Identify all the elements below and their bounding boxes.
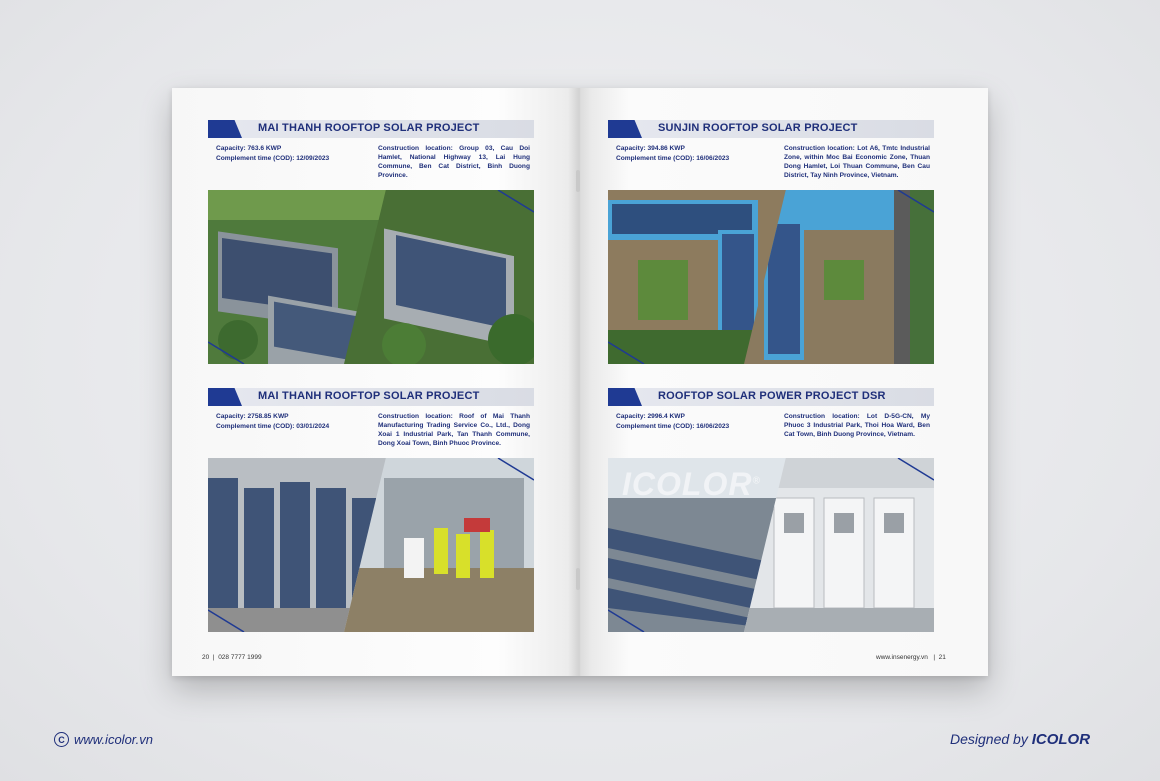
project-location: Construction location: Group 03, Cau Doi Hamlet, National Highway 13, Lai Hung Commune, Ben Cat District, Binh Duong Province.: [378, 145, 530, 179]
footer-separator: |: [933, 654, 936, 661]
project-capacity: Capacity: 394.86 KWP: [616, 145, 685, 152]
brand-name: ICOLOR: [1031, 731, 1091, 748]
project-cod: Complement time (COD): 16/06/2023: [616, 423, 730, 430]
corner-decoration: [494, 190, 534, 216]
project-card-4: [608, 388, 934, 502]
designed-by: [950, 731, 1090, 748]
project-location: Construction location: Lot D-5G-CN, My Phuoc 3 Industrial Park, Thoi Hoa Ward, Ben Cat Town, Binh Duong Province, Vietnam.: [784, 413, 930, 438]
project-title: MAI THANH ROOFTOP SOLAR PROJECT: [258, 390, 480, 402]
project-photo: [208, 190, 534, 364]
project-title-bar: [208, 120, 534, 138]
designed-by-text: Designed by: [950, 731, 1028, 747]
watermark-text: ICOLOR: [622, 466, 753, 502]
footer-website: www.insenergy.vn: [876, 654, 928, 661]
left-page-footer: [202, 654, 262, 661]
page-number: 21: [938, 654, 946, 661]
brochure-spread: [172, 88, 988, 676]
title-flag: [608, 120, 642, 138]
page-number: 20: [202, 654, 210, 661]
title-flag: [608, 388, 642, 406]
footer-separator: |: [212, 654, 215, 661]
footer-phone: 028 7777 1999: [218, 654, 262, 661]
project-capacity: Capacity: 2996.4 KWP: [616, 413, 685, 420]
project-cod: Complement time (COD): 03/01/2024: [216, 423, 330, 430]
staple: [576, 170, 580, 192]
project-title-bar: [608, 120, 934, 138]
right-page-footer: [876, 654, 946, 661]
project-specs: [616, 412, 729, 432]
project-info: [608, 412, 934, 456]
project-title: SUNJIN ROOFTOP SOLAR PROJECT: [658, 122, 858, 134]
project-photo: [608, 190, 934, 364]
watermark-mark: ®: [752, 475, 761, 487]
corner-decoration: [494, 458, 534, 484]
project-photo: [208, 458, 534, 632]
corner-decoration: [208, 338, 248, 364]
copyright-icon: C: [54, 732, 69, 747]
project-title: ROOFTOP SOLAR POWER PROJECT DSR: [658, 390, 886, 402]
project-cod: Complement time (COD): 16/06/2023: [616, 155, 730, 162]
project-title-bar: [608, 388, 934, 406]
website-text: www.icolor.vn: [74, 732, 153, 747]
project-specs: [616, 144, 729, 164]
corner-decoration: [608, 606, 648, 632]
project-capacity: Capacity: 2758.85 KWP: [216, 413, 289, 420]
project-info: [208, 144, 534, 188]
project-info: [608, 144, 934, 188]
project-specs: [216, 144, 329, 164]
project-cod: Complement time (COD): 12/09/2023: [216, 155, 330, 162]
watermark-logo: [622, 466, 761, 503]
corner-decoration: [608, 338, 648, 364]
page-gutter: [568, 88, 592, 676]
corner-decoration: [894, 458, 934, 484]
project-card-3: [208, 388, 534, 456]
title-flag: [208, 120, 242, 138]
project-photo: [608, 458, 934, 632]
project-location: Construction location: Lot A6, Tmtc Industrial Zone, within Moc Bai Economic Zone, Thuan Dong Hamlet, Loi Thuan Commune, Ben Cau District, Tay Ninh Province, Vietnam.: [784, 145, 930, 179]
title-flag: [208, 388, 242, 406]
project-title: MAI THANH ROOFTOP SOLAR PROJECT: [258, 122, 480, 134]
project-title-bar: [208, 388, 534, 406]
project-specs: [216, 412, 329, 432]
project-card-1: [208, 120, 534, 188]
project-location: Construction location: Roof of Mai Thanh Manufacturing Trading Service Co., Ltd., Dong Xoai 1 Industrial Park, Tan Thanh Commune, Dong Xoai Town, Binh Phuoc Province.: [378, 413, 530, 447]
brand-website: [54, 732, 153, 747]
project-card-2: [608, 120, 934, 188]
staple: [576, 568, 580, 590]
corner-decoration: [894, 190, 934, 216]
project-capacity: Capacity: 763.6 KWP: [216, 145, 282, 152]
corner-decoration: [208, 606, 248, 632]
project-info: [208, 412, 534, 456]
